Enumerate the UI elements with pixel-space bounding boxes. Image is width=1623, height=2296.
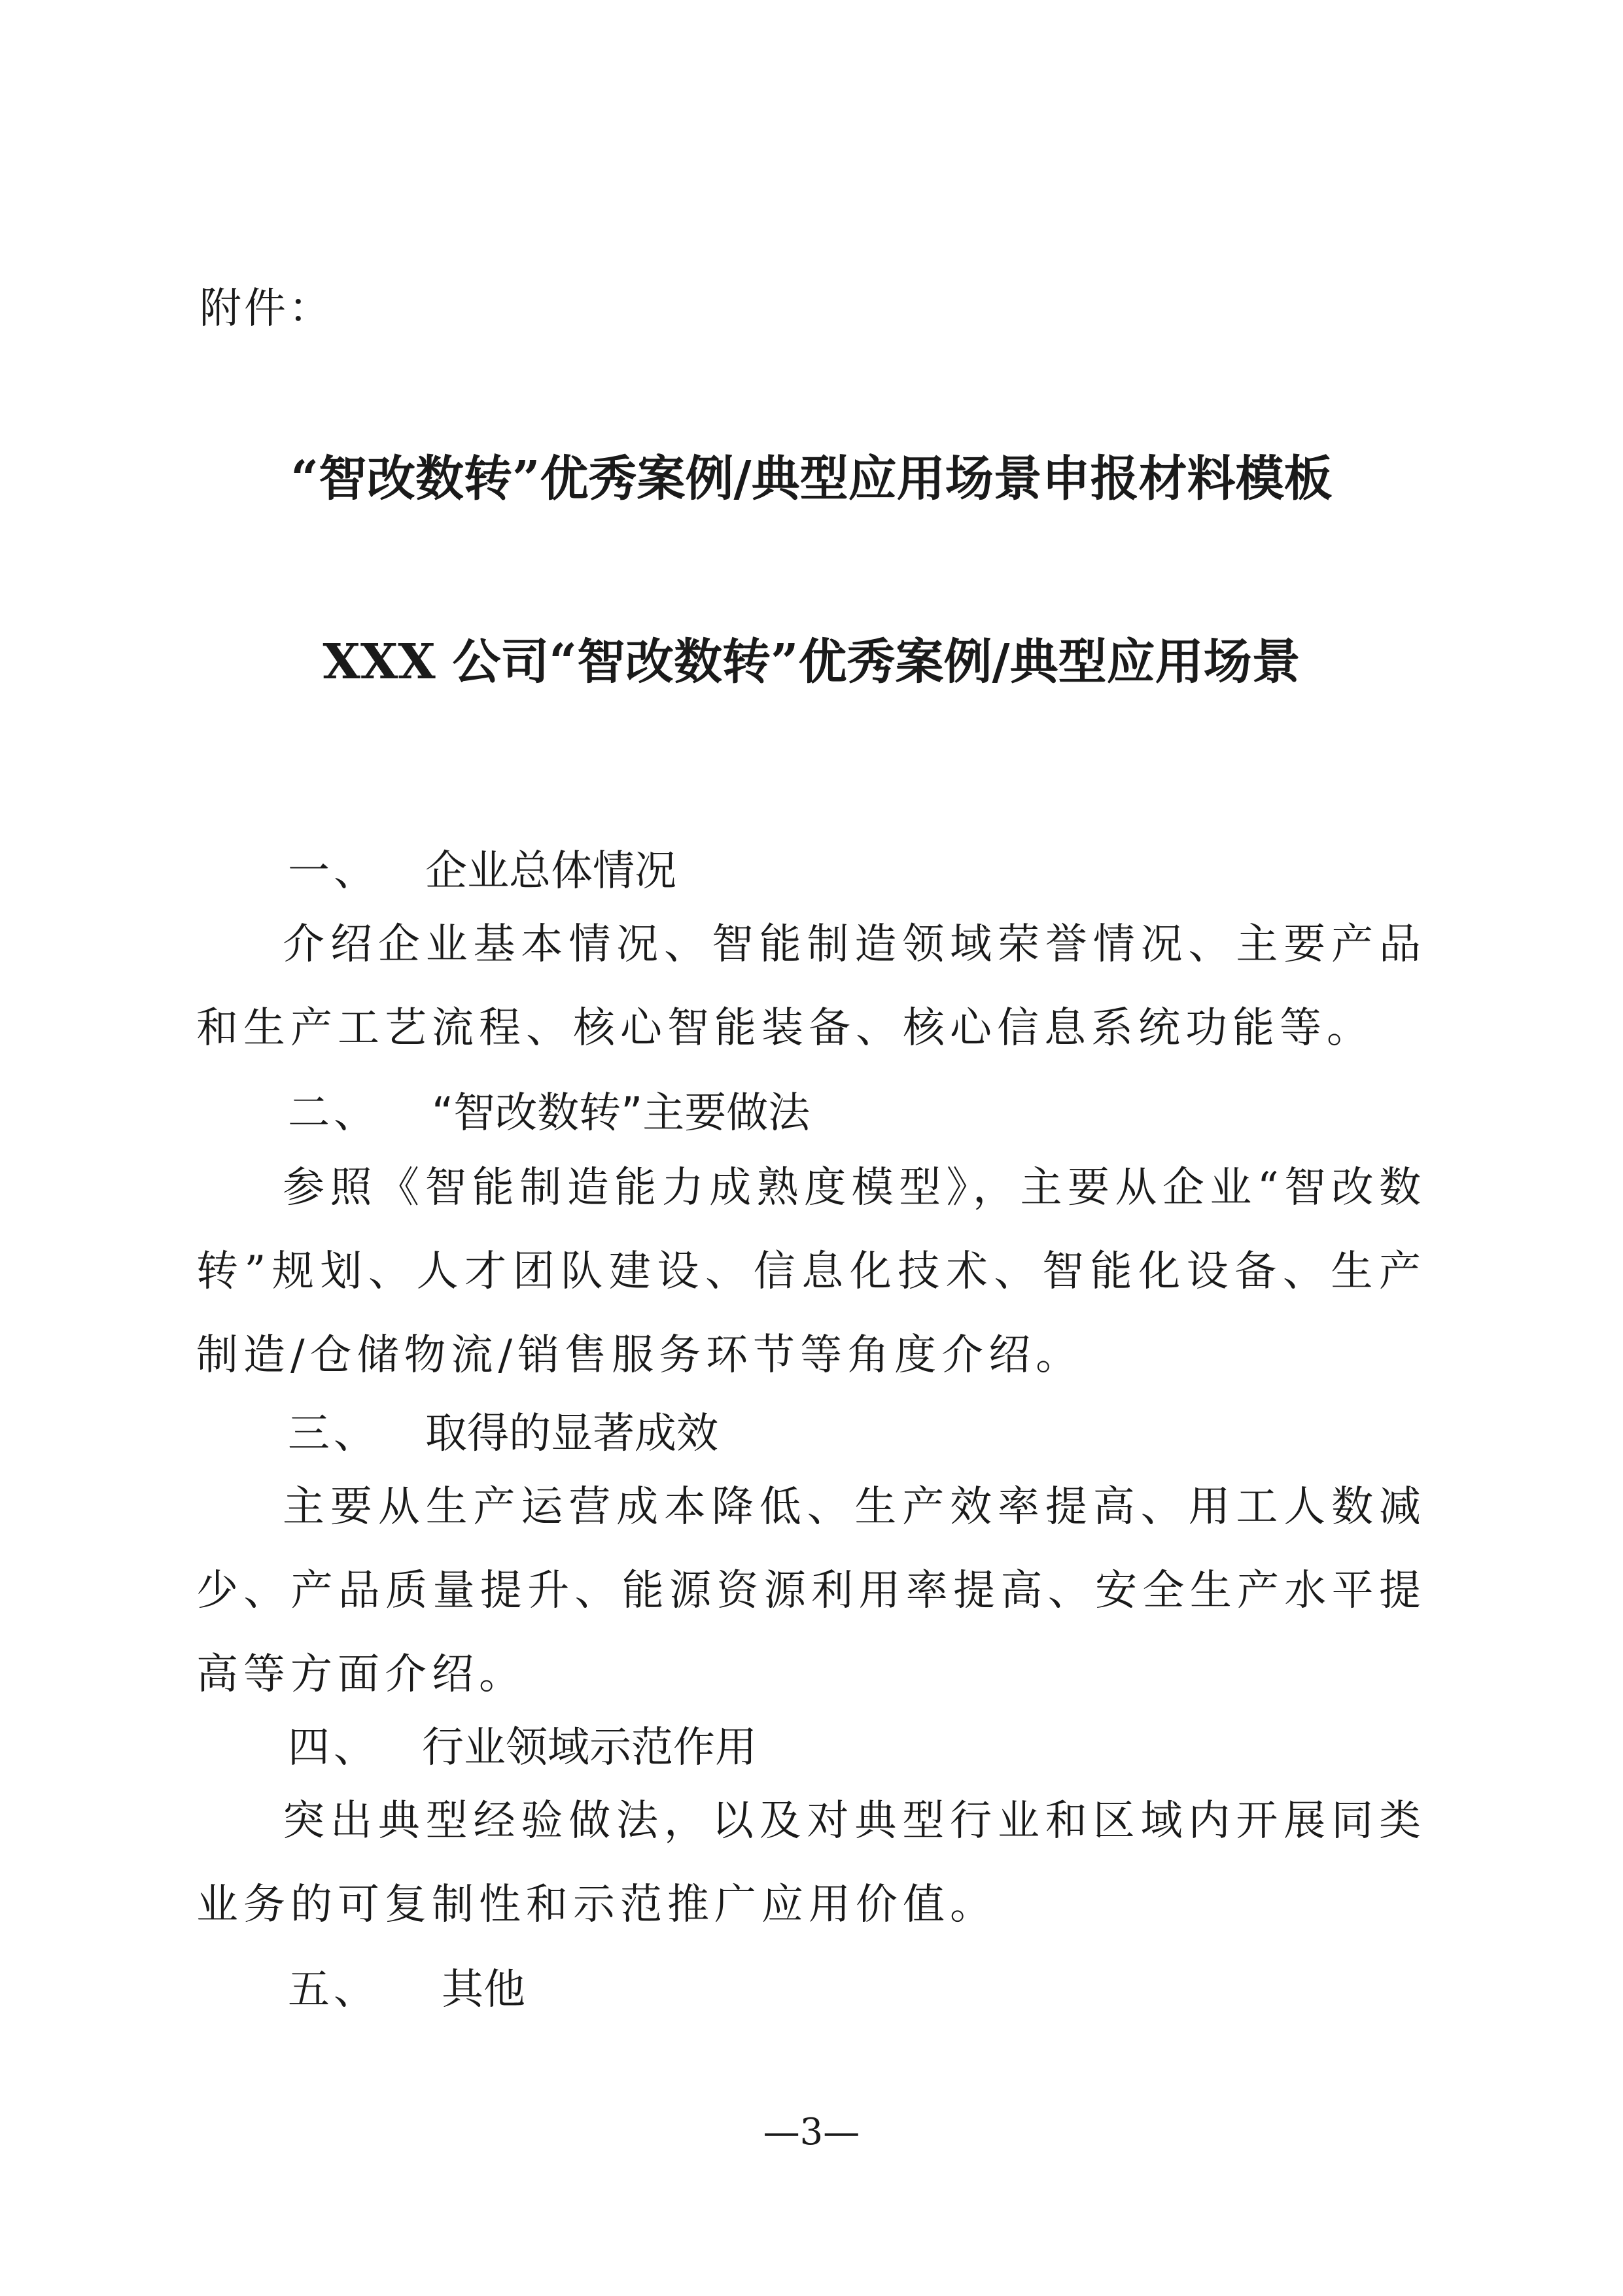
section-heading-text: 其他 [442,1966,525,2014]
section-heading-text: “智改数转”主要做法 [432,1089,811,1138]
section-body-3: 主要从生产运营成本降低、生产效率提高、用工人数减少、产品质量提升、能源资源利用率提高、安全生产水平提高等方面介绍。 [196,1483,1426,1699]
section-heading-text: 取得的显著成效 [425,1410,718,1458]
section-number: 三、 [288,1410,379,1458]
section-number: 一、 [288,847,379,896]
section-number: 五、 [288,1966,379,2014]
document-subtitle: XXX 公司“智改数转”优秀案例/典型应用场景 [323,634,1300,690]
section-body-4: 突出典型经验做法，以及对典型行业和区域内开展同类业务的可复制性和示范推广应用价值。 [196,1797,1426,1929]
section-heading-4 [288,1724,757,1772]
section-heading-2 [288,1089,811,1138]
section-heading-text: 企业总体情况 [425,847,676,896]
document-title: “智改数转”优秀案例/典型应用场景申报材料模板 [290,451,1333,507]
section-heading-1 [288,847,676,896]
section-heading-5 [288,1966,525,2014]
section-number: 四、 [288,1724,379,1772]
section-heading-text: 行业领域示范作用 [422,1724,757,1772]
page-number: —3— [763,2111,860,2153]
section-body-2: 参照《智能制造能力成熟度模型》，主要从企业“智改数转”规划、人才团队建设、信息化技术、智能化设备、生产制造/仓储物流/销售服务环节等角度介绍。 [196,1164,1426,1380]
attachment-label: 附件： [200,285,333,333]
section-body-1: 介绍企业基本情况、智能制造领域荣誉情况、主要产品和生产工艺流程、核心智能装备、核心信息系统功能等。 [196,920,1426,1052]
section-number: 二、 [288,1089,379,1138]
section-heading-3 [288,1410,718,1458]
